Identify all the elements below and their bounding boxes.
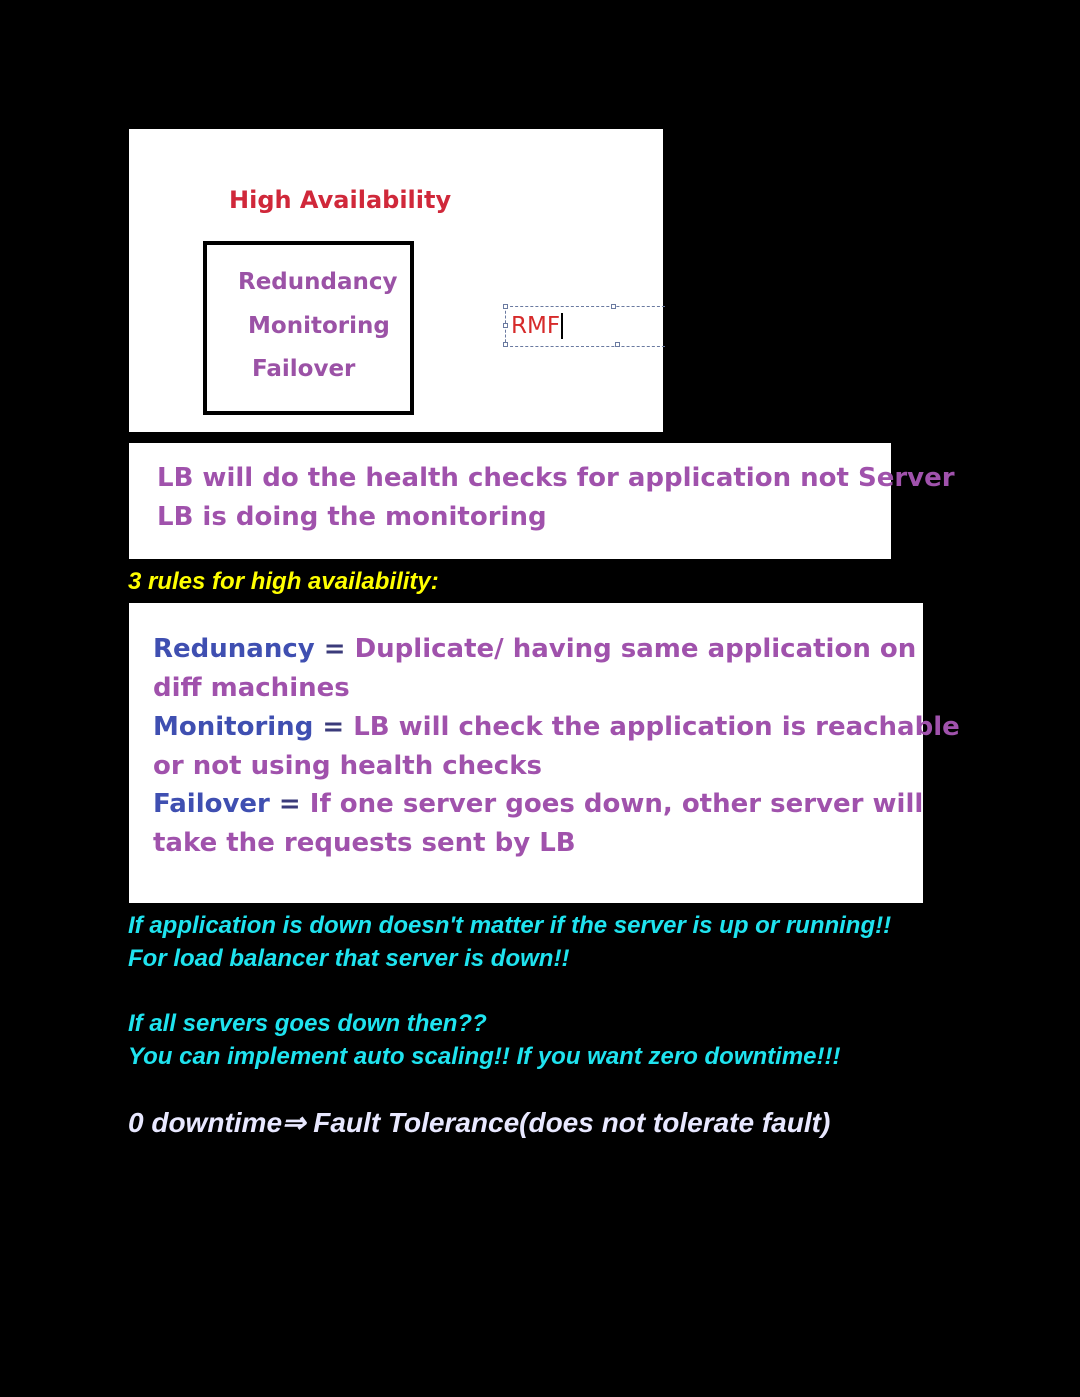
note-line: If application is down doesn't matter if the server is up or running!! xyxy=(128,912,892,939)
rule-definition-cont: take the requests sent by LB xyxy=(153,828,576,858)
ha-item-monitoring: Monitoring xyxy=(248,313,390,339)
ha-item-redundancy: Redundancy xyxy=(238,269,398,295)
rule-definition: If one server goes down, other server will xyxy=(309,789,924,819)
note-line: For load balancer that server is down!! xyxy=(128,945,570,972)
rule-equals: = xyxy=(269,789,310,819)
rule-failover xyxy=(153,789,923,819)
rule-redundancy xyxy=(153,634,916,664)
fault-tolerance-line: 0 downtime⇒ Fault Tolerance(does not tolerate fault) xyxy=(128,1107,831,1138)
resize-handle xyxy=(611,304,616,309)
rule-equals: = xyxy=(313,712,354,742)
resize-handle xyxy=(503,342,508,347)
resize-handle xyxy=(503,304,508,309)
rmf-acronym: RMF xyxy=(511,313,563,339)
rule-term: Failover xyxy=(153,789,270,819)
ha-item-failover: Failover xyxy=(252,356,356,382)
diagram-title: High Availability xyxy=(229,186,452,214)
rule-equals: = xyxy=(314,634,355,664)
rule-definition-cont: or not using health checks xyxy=(153,751,542,781)
rule-term: Monitoring xyxy=(153,712,314,742)
high-availability-diagram xyxy=(129,129,663,432)
note-line: You can implement auto scaling!! If you want zero downtime!!! xyxy=(128,1043,841,1070)
rule-monitoring xyxy=(153,712,960,742)
rule-definition: LB will check the application is reachable xyxy=(353,712,960,742)
resize-handle xyxy=(615,342,620,347)
resize-handle xyxy=(503,323,508,328)
rule-term: Redunancy xyxy=(153,634,315,664)
rule-definition-cont: diff machines xyxy=(153,673,350,703)
rules-heading: 3 rules for high availability: xyxy=(128,568,439,595)
rmf-text-box xyxy=(505,306,665,347)
note-line: If all servers goes down then?? xyxy=(128,1010,487,1037)
lb-note-line: LB will do the health checks for application not Server xyxy=(157,463,955,493)
ha-components-box xyxy=(203,241,414,415)
rules-panel xyxy=(129,603,960,903)
lb-notes-panel xyxy=(129,443,955,559)
rule-definition: Duplicate/ having same application on xyxy=(354,634,917,664)
lb-note-line: LB is doing the monitoring xyxy=(157,502,547,532)
